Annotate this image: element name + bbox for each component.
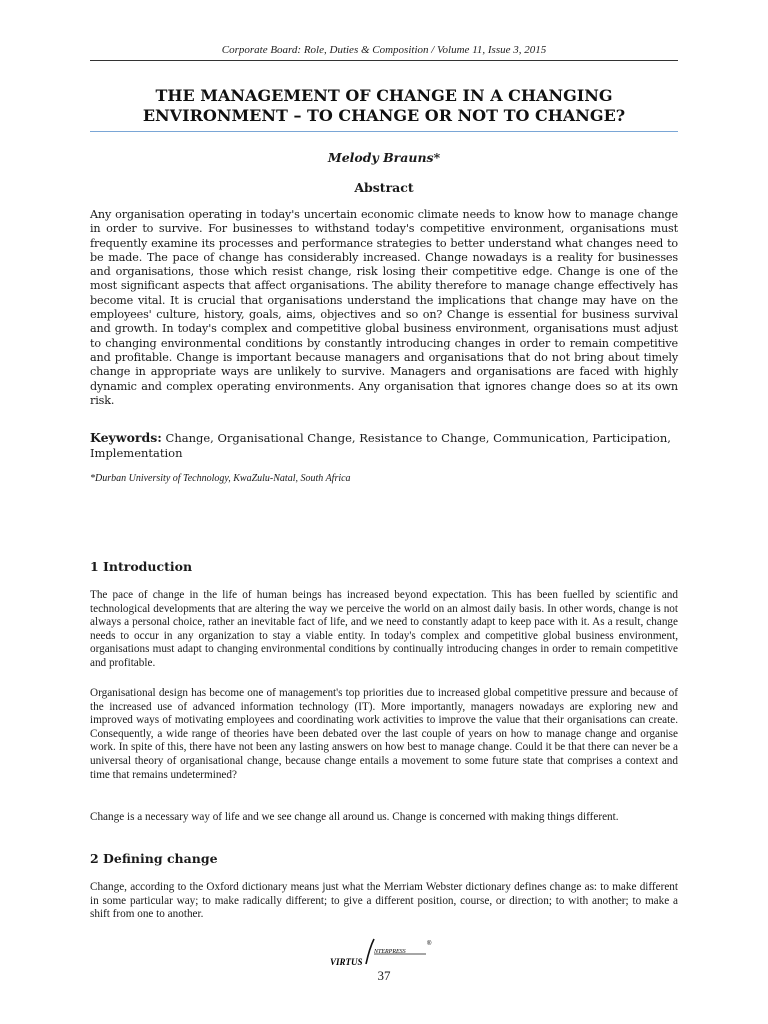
abstract-text: Any organisation operating in today's uncertain economic climate needs to know how to manage change in order to survive. For businesses to withstand today's competitive environment, organisations must frequently examine its processes and performance strategies to better understand what changes need to be made. The pace of change has considerably increased. Change nowadays is a reality for businesses and organisations, those which resist change, risk losing their competitive edge. Change is one of the most significant aspects that affect organisations. The ability therefore to manage change effectively has become vital. It is crucial that organisations understand the implications that change may have on the employees' culture, history, goals, aims, objectives and so on? Change is essential for business survival and growth. In today's complex and competitive global business environment, organisations must adjust to changing environmental conditions by constantly introducing changes in order to remain competitive and profitable. Change is important because managers and organisations that do not bring about timely change in appropriate ways are unlikely to survive. Managers and organisations are faced with highly dynamic and complex operating environments. Any organisation that ignores change does so at its own risk. [90, 208, 678, 407]
paragraph-intro-1: The pace of change in the life of human beings has increased beyond expectation. This has been fuelled by scientific and technological developments that are altering the way we perceive the world on an almost daily basis. In other words, change is not always a personal choice, rather an inevitable fact of life, and we need to constantly adapt to keep pace with it. As a result, change needs to occur in any organization to stay a viable entity. In today's complex and competitive global business environment, organisations must adapt to changing environmental conditions by continually introducing changes in order to remain competitive and profitable. [90, 589, 678, 669]
page-number: 37 [377, 968, 391, 983]
title-line-1: THE MANAGEMENT OF CHANGE IN A CHANGING [155, 86, 613, 105]
header-rule [90, 60, 678, 61]
registered-mark-icon: ® [427, 941, 432, 947]
abstract-heading: Abstract [354, 180, 414, 195]
logo-swash [366, 939, 374, 964]
keywords-label: Keywords: [90, 430, 162, 445]
virtus-interpress-logo [330, 937, 440, 967]
paragraph-intro-2: Organisational design has become one of management's top priorities due to increased global competitive pressure and because of the increased use of advanced information technology (IT). More importantly, managers nowadays are exploring new and improved ways of motivating employees and coordinating work activities to improve the value that their organisations can create. Consequently, a wide range of theories have been debated over the last couple of years on how to manage change and organise work. In spite of this, there have not been any lasting answers on how best to manage change. Could it be that there can never be a universal theory of organisational change, because change entails a movement to some future state that comprises a context and time that remains undetermined? [90, 687, 678, 781]
article-title [90, 86, 678, 126]
author-affiliation: *Durban University of Technology, KwaZulu-Natal, South Africa [90, 473, 351, 484]
running-head: Corporate Board: Role, Duties & Composition / Volume 11, Issue 3, 2015 [221, 44, 547, 56]
title-rule [90, 131, 678, 132]
section-heading-introduction: 1 Introduction [90, 559, 193, 574]
paragraph-defining-1: Change, according to the Oxford dictionary means just what the Merriam Webster dictionary defines change as: to make different in some particular way; to make radically different; to give a different position, course, or direction; to with another; to make a shift from one to another. [90, 881, 678, 921]
logo-text-left: VIRTUS [330, 957, 363, 967]
section-heading-defining-change: 2 Defining change [90, 851, 218, 866]
logo-text-right: NTERPRESS [374, 949, 406, 955]
author-name: Melody Brauns* [327, 150, 441, 165]
paragraph-intro-3: Change is a necessary way of life and we see change all around us. Change is concerned with making things different. [90, 811, 619, 823]
keywords [90, 430, 678, 461]
title-line-2: ENVIRONMENT – TO CHANGE OR NOT TO CHANGE? [142, 106, 626, 125]
keywords-list: Change, Organisational Change, Resistance to Change, Communication, Participation, Implementation [90, 431, 671, 460]
